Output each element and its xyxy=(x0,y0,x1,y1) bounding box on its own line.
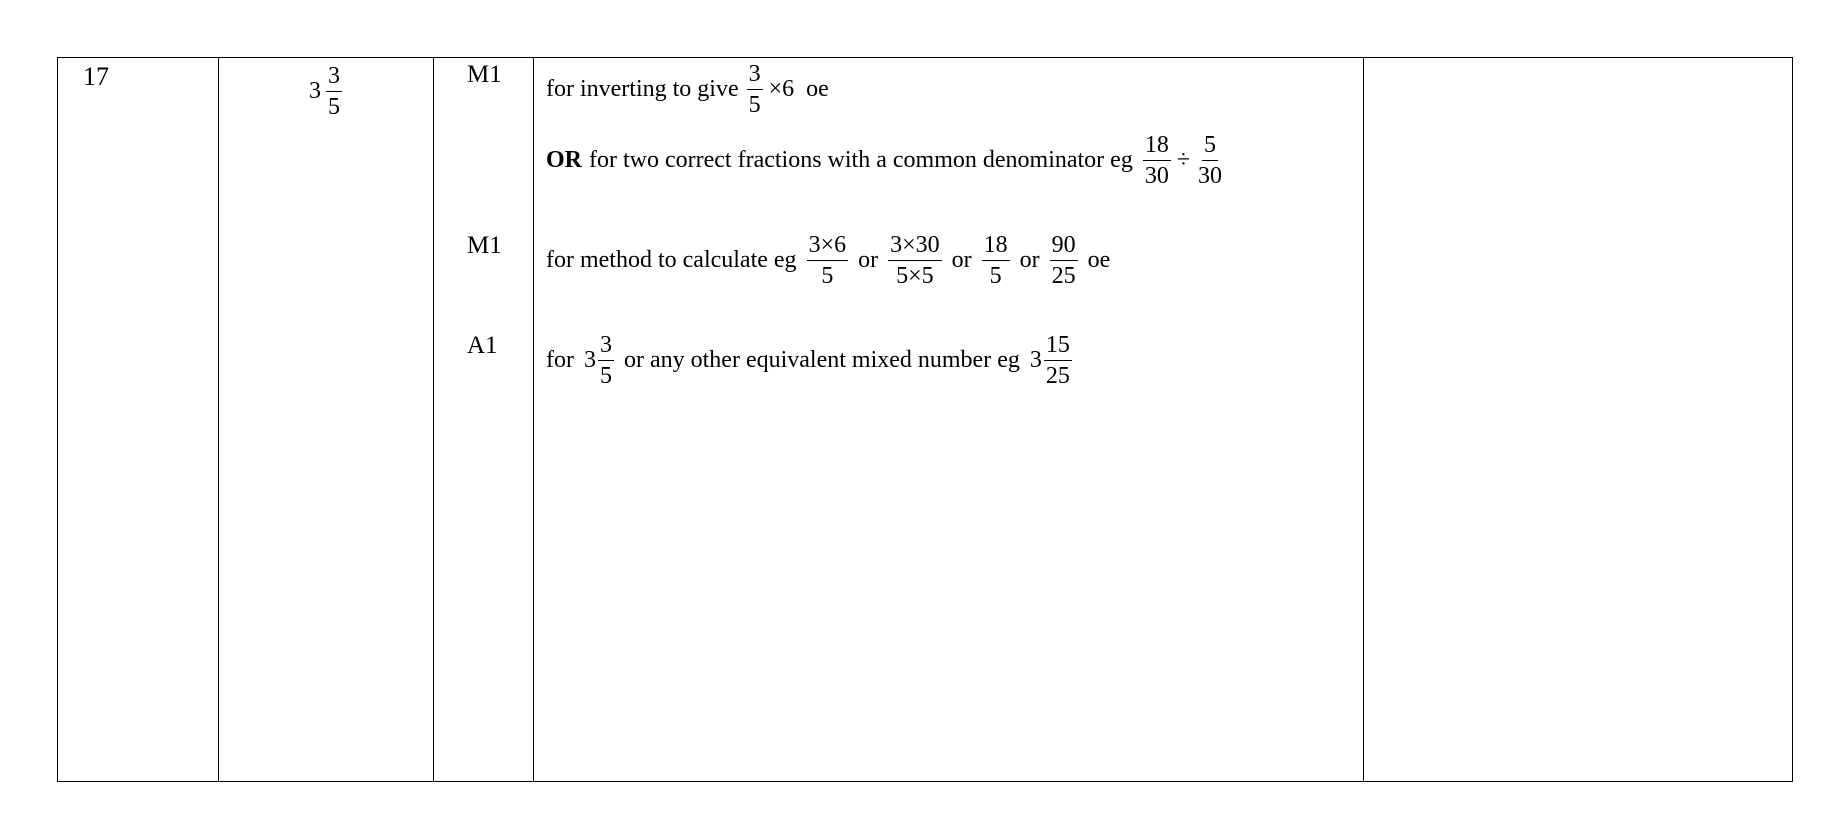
mark-scheme-table xyxy=(57,57,1793,782)
mark-a1: A1 xyxy=(467,332,498,359)
note-inverting: for inverting to give $\frac{3}{5}$ ×6 oe xyxy=(546,61,829,118)
notes-cell xyxy=(534,58,1364,782)
note-mixed-number: for 3 $\frac{3}{5}$ or any other equivalent mixed number eg 3 $\frac{15}{25}$ xyxy=(546,333,1076,388)
additional-guidance-cell xyxy=(1364,58,1793,782)
question-number: 17 xyxy=(83,62,109,91)
question-number-cell xyxy=(58,58,219,782)
fraction: $\frac{3\times 6}{5}$ xyxy=(808,232,847,289)
mixed-number: 3 $\frac{15}{25}$ xyxy=(1029,332,1070,389)
mark-m1-second: M1 xyxy=(467,232,502,259)
answer-denominator: 5 xyxy=(328,94,340,120)
fraction: $\frac{3\times 30}{5\times 5}$ xyxy=(890,232,940,289)
answer-mixed-number xyxy=(309,64,346,119)
mark-m1-first: M1 xyxy=(467,61,502,88)
answer-numerator: 3 xyxy=(326,64,342,92)
fraction: $\frac{5}{30}$ xyxy=(1198,132,1222,189)
fraction: $\frac{90}{25}$ xyxy=(1051,232,1076,289)
fraction: $\frac{18}{5}$ xyxy=(983,232,1008,289)
mark-cell xyxy=(434,58,534,782)
mixed-number: 3 $\frac{3}{5}$ xyxy=(583,332,612,389)
or-label: OR xyxy=(546,147,582,173)
answer-fraction xyxy=(326,64,342,119)
answer-cell xyxy=(219,58,434,782)
fraction: $\frac{18}{30}$ xyxy=(1144,132,1169,189)
note-method: for method to calculate eg $\frac{3\times 6}{5}$ or $\frac{3\times 30}{5\times 5}$ or $\frac{18}{5}$ or $\frac{90}{25}$ oe xyxy=(546,232,1111,289)
note-common-denominator: OR for two correct fractions with a common denominator eg $\frac{18}{30}$ ÷ $\frac{5}{30}$ xyxy=(546,132,1222,189)
fraction: $\frac{3}{5}$ xyxy=(748,61,761,118)
answer-whole: 3 xyxy=(309,78,321,104)
table-row xyxy=(58,58,1793,782)
